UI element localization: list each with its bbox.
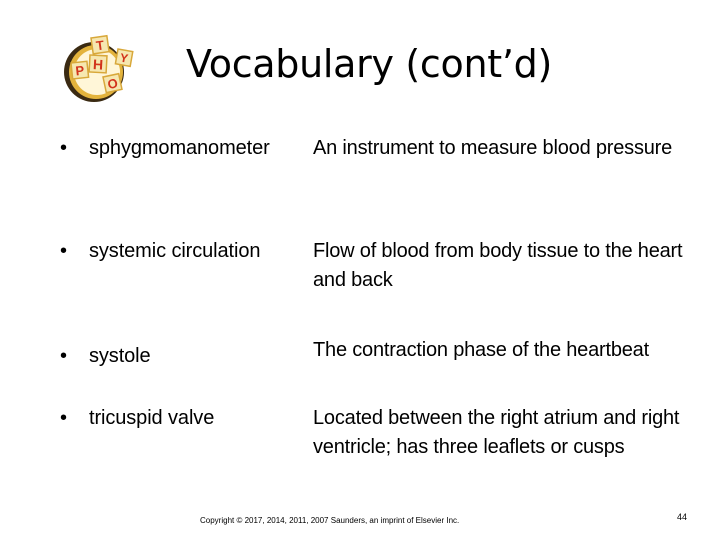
vocabulary-term: systole — [89, 345, 151, 367]
logo-letter: Y — [118, 50, 130, 66]
logo-letter: H — [92, 56, 104, 73]
vocabulary-definition: Located between the right atrium and right ventricle; has three leaflets or cusps — [313, 407, 680, 458]
vocabulary-term: tricuspid valve — [89, 407, 215, 429]
bullet-icon: • — [60, 137, 68, 159]
bullet-icon: • — [60, 407, 68, 429]
logo-letter: P — [74, 62, 85, 79]
page-number: 44 — [677, 512, 688, 522]
vocabulary-term: sphygmomanometer — [89, 137, 270, 159]
logo-letter: O — [106, 75, 120, 93]
vocabulary-definition: An instrument to measure blood pressure — [313, 137, 673, 159]
slide-title: Vocabulary (cont’d) — [186, 42, 552, 86]
bullet-icon: • — [60, 345, 68, 367]
vocabulary-definition: The contraction phase of the heartbeat — [313, 339, 649, 361]
vocabulary-definition: Flow of blood from body tissue to the heart and back — [313, 240, 683, 291]
copyright-footer: Copyright © 2017, 2014, 2011, 2007 Saunders, an imprint of Elsevier Inc. — [200, 516, 460, 525]
bullet-icon: • — [60, 240, 68, 262]
vocabulary-term: systemic circulation — [89, 240, 261, 262]
logo-letter: T — [95, 37, 106, 54]
